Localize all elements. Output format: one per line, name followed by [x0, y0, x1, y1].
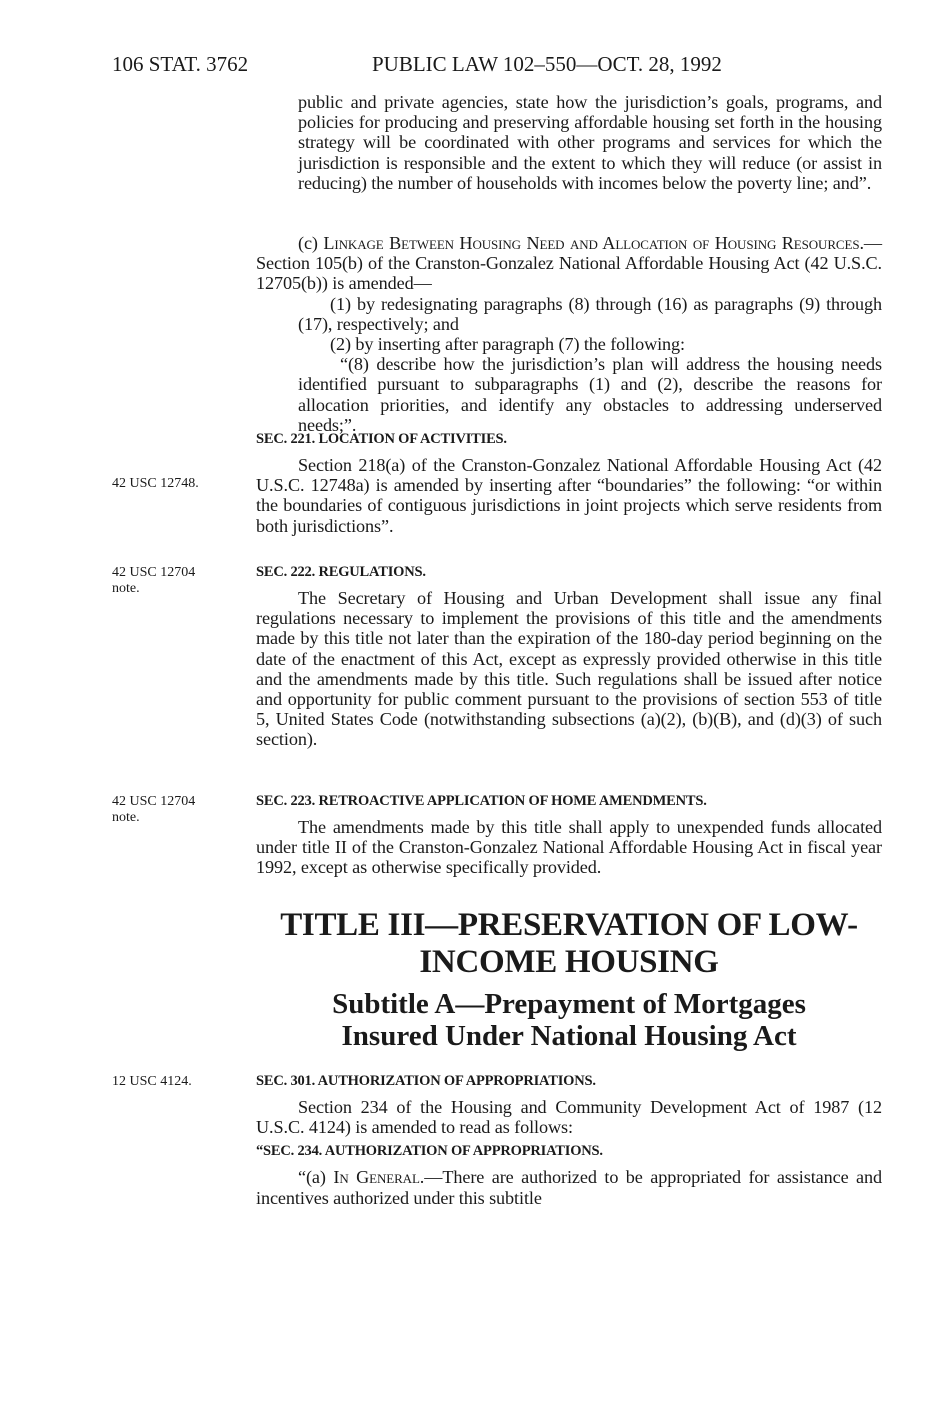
sec-234-a-label: “(a) — [298, 1167, 334, 1188]
margin-citation-4124: 12 USC 4124. — [112, 1074, 192, 1089]
sec-221-block — [256, 431, 882, 536]
sec-223-block — [256, 793, 882, 878]
subsection-c-block — [256, 233, 882, 435]
sec-301-block — [256, 1073, 882, 1208]
sec-301-heading: SEC. 301. AUTHORIZATION OF APPROPRIATIONS. — [256, 1073, 596, 1089]
continued-paragraph-block — [256, 92, 882, 193]
sec-223-heading: SEC. 223. RETROACTIVE APPLICATION OF HOME AMENDMENTS. — [256, 793, 707, 809]
amendment-item-2: (2) by inserting after paragraph (7) the following: — [330, 334, 685, 355]
subsection-c-text: —Section 105(b) of the Cranston-Gonzalez National Affordable Housing Act (42 U.S.C. 12705(b)) is amended— — [256, 233, 882, 294]
sec-222-text: The Secretary of Housing and Urban Development shall issue any final regulations necessary to implement the provisions of this title and the amendments made by this title not later than the expiration of the 180-day period beginning on the date of the enactment of this Act, except as expressly provided otherwise in this title and the amendments made by this title. Such regulations shall be issued after notice and opportunity for public comment pursuant to the provisions of section 553 of title 5, United States Code (notwithstanding subsections (a)(2), (b)(B), and (d)(3) of such section). — [256, 588, 882, 750]
running-header: PUBLIC LAW 102–550—OCT. 28, 1992 — [372, 52, 722, 76]
title-iii-line-1: TITLE III—PRESERVATION OF LOW- — [280, 907, 858, 943]
subsection-c-heading: Linkage Between Housing Need and Allocation of Housing Resources. — [323, 233, 864, 253]
margin-citation-note: note. — [112, 810, 140, 825]
sec-221-heading: SEC. 221. LOCATION OF ACTIVITIES. — [256, 431, 507, 447]
margin-citation-note: note. — [112, 581, 140, 596]
continued-paragraph: public and private agencies, state how the jurisdiction’s goals, programs, and policies for producing and preserving affordable housing set forth in the housing strategy will be coordinated with other programs and services for which the jurisdiction is responsible and the extent to which they will reduce (or assist in reducing) the number of households with incomes below the poverty line; and”. — [298, 92, 882, 193]
sec-234-subsection-a — [256, 1167, 882, 1207]
title-iii-heading — [256, 907, 882, 981]
margin-citation-12748: 42 USC 12748. — [112, 476, 199, 491]
amendment-item-1: (1) by redesignating paragraphs (8) through (16) as paragraphs (9) through (17), respectively; and — [298, 293, 882, 334]
title-iii-line-2: INCOME HOUSING — [419, 944, 719, 980]
margin-citation-line: 42 USC 12704 — [112, 565, 196, 580]
sec-222-heading: SEC. 222. REGULATIONS. — [256, 564, 426, 580]
subsection-c — [256, 233, 882, 294]
subtitle-a-heading — [256, 988, 882, 1052]
subsection-c-label: (c) — [298, 233, 324, 253]
margin-citation-12704-a — [112, 565, 195, 597]
sec-234-a-heading: In General. — [333, 1167, 425, 1188]
sec-223-text: The amendments made by this title shall apply to unexpended funds allocated under title II of the Cranston-Gonzalez National Affordable Housing Act in fiscal year 1992, except as otherwise specifically provided. — [256, 817, 882, 878]
subtitle-a-line-1: Subtitle A—Prepayment of Mortgages — [332, 988, 806, 1020]
subtitle-a-line-2: Insured Under National Housing Act — [341, 1020, 797, 1052]
margin-citation-12704-b — [112, 794, 195, 826]
sec-221-text: Section 218(a) of the Cranston-Gonzalez National Affordable Housing Act (42 U.S.C. 12748a) is amended by inserting after “boundaries” the following: “or within the boundaries of contiguous jurisdictions in joint projects which serve residents from both jurisdictions”. — [256, 455, 882, 536]
inserted-paragraph-8: “(8) describe how the jurisdiction’s plan will address the housing needs identified pursuant to subparagraphs (1) and (2), describe the reasons for allocation priorities, and identify any obstacles to addressing underserved needs;”. — [298, 354, 882, 435]
sec-301-text: Section 234 of the Housing and Community Development Act of 1987 (12 U.S.C. 4124) is amended to read as follows: — [256, 1097, 882, 1138]
sec-222-block — [256, 564, 882, 750]
page-number-header: 106 STAT. 3762 — [112, 52, 249, 76]
sec-234-a-text: —There are authorized to be appropriated for assistance and incentives authorized under this subtitle — [256, 1167, 883, 1208]
margin-citation-line: 42 USC 12704 — [112, 794, 196, 809]
sec-234-heading: “SEC. 234. AUTHORIZATION OF APPROPRIATIONS. — [256, 1143, 603, 1160]
